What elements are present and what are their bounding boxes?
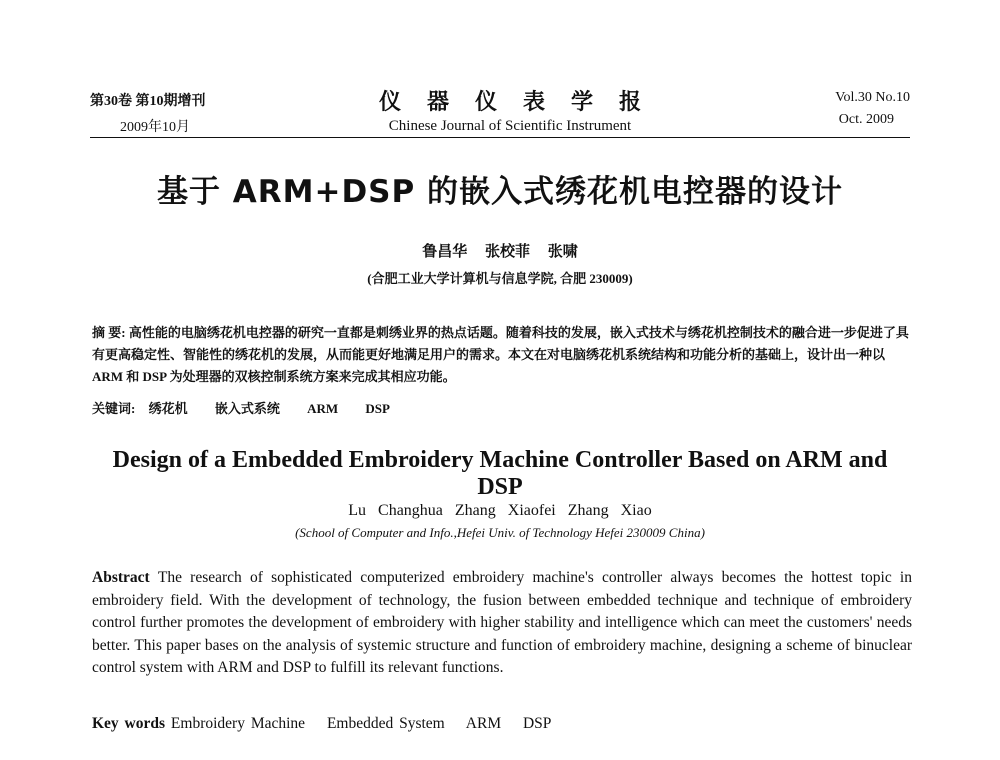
paper-title-en: Design of a Embedded Embroidery Machine Controller Based on ARM and DSP (112, 447, 888, 500)
date-en: Oct. 2009 (838, 112, 894, 127)
abstract-en (92, 567, 912, 680)
header-center (370, 89, 667, 135)
paper-title-cn: 基于 ARM+DSP 的嵌入式绣花机电控器的设计 (156, 174, 844, 210)
keyword-cn-item: 绣花机 (148, 401, 188, 416)
keywords-en-label: Key words (92, 715, 171, 732)
keyword-en-item: DSP (522, 715, 552, 732)
abstract-cn-label: 摘 要: (92, 325, 129, 340)
keyword-cn-item: 嵌入式系统 (214, 401, 280, 416)
authors-cn: 鲁昌华 张校菲 张啸 (422, 244, 578, 260)
abstract-en-label: Abstract (92, 569, 158, 586)
header-left (90, 90, 290, 136)
keywords-en (92, 715, 912, 733)
keywords-cn-label: 关键词: (92, 401, 136, 416)
keyword-en-item: Embroidery Machine (170, 715, 306, 732)
keyword-en-item: Embedded System (326, 715, 445, 732)
abstract-en-text: The research of sophisticated computerized embroidery machine's controller always becomes the hottest topic in embroidery field. With the development of technology, the fusion between embedded technique and technique of embroidery control further promotes the development of embroidery with higher stability and intelligence which can meet the customers' needs better. This paper bases on the analysis of systemic structure and function of embroidery machine, designing a scheme of binuclear control system with ARM and DSP to fulfill its relevant functions. (92, 569, 912, 676)
volume-cn: 第30卷 第10期增刊 (90, 94, 206, 109)
keywords-cn (92, 398, 912, 417)
abstract-cn-text: 高性能的电脑绣花机电控器的研究一直都是刺绣业界的热点话题。随着科技的发展，嵌入式技术与绣花机控制技术的融合进一步促进了具有更高稳定性、智能性的绣花机的发展，从而能更好地满足用户的需求。本文在对电脑绣花机系统结构和功能分析的基础上，设计出一种以 ARM 和 DSP 为处理器的双核控制系统方案来完成其相应功能。 (92, 325, 909, 384)
date-cn: 2009年10月 (120, 120, 190, 135)
journal-title-cn: 仪器仪表学报 (378, 89, 667, 114)
affiliation-cn: (合肥工业大学计算机与信息学院, 合肥 230009) (367, 271, 633, 286)
abstract-cn (92, 322, 912, 388)
affiliation-en: (School of Computer and Info.,Hefei Univ. of Technology Hefei 230009 China) (295, 525, 705, 540)
authors-en: Lu Changhua Zhang Xiaofei Zhang Xiao (348, 502, 652, 519)
header-divider (90, 137, 910, 138)
keyword-cn-item: DSP (365, 401, 390, 416)
keyword-en-item: ARM (465, 715, 502, 732)
header-right (750, 90, 910, 128)
journal-title-en: Chinese Journal of Scientific Instrument (388, 118, 632, 134)
volume-en: Vol.30 No.10 (835, 90, 910, 105)
running-header (90, 90, 910, 140)
keyword-cn-item: ARM (307, 401, 339, 416)
